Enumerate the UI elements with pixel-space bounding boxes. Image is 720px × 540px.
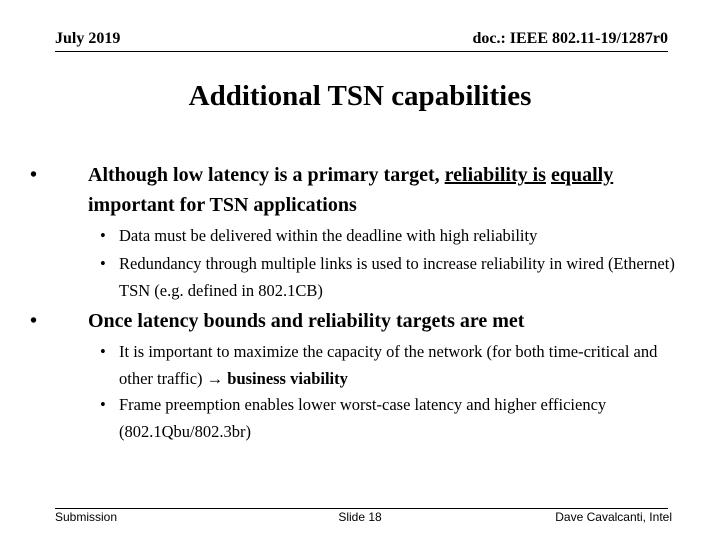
header-doc-id: doc.: IEEE 802.11-19/1287r0 (472, 30, 668, 47)
underlined-text: reliability is (444, 164, 546, 186)
header-date: July 2019 (55, 30, 121, 47)
footer-left: Submission (55, 510, 118, 524)
header-rule (55, 51, 668, 52)
bullet-dot: • (30, 164, 38, 186)
footer-right: Dave Cavalcanti, Intel (555, 510, 672, 524)
bullet-dot: • (30, 310, 38, 332)
slide-title: Additional TSN capabilities (188, 80, 532, 112)
bullet-dot: • (100, 226, 106, 245)
bullet-dot: • (100, 254, 106, 273)
bullet-1-text: Although low latency is a primary target, reliability is equally important for TSN applications (88, 164, 614, 216)
bold-text: business viability (227, 369, 348, 388)
footer-center: Slide 18 (338, 510, 382, 524)
underlined-text: equally (550, 164, 614, 186)
footer-rule (55, 508, 668, 509)
bullet-dot: • (100, 342, 106, 361)
bullet-dot: • (100, 395, 106, 414)
